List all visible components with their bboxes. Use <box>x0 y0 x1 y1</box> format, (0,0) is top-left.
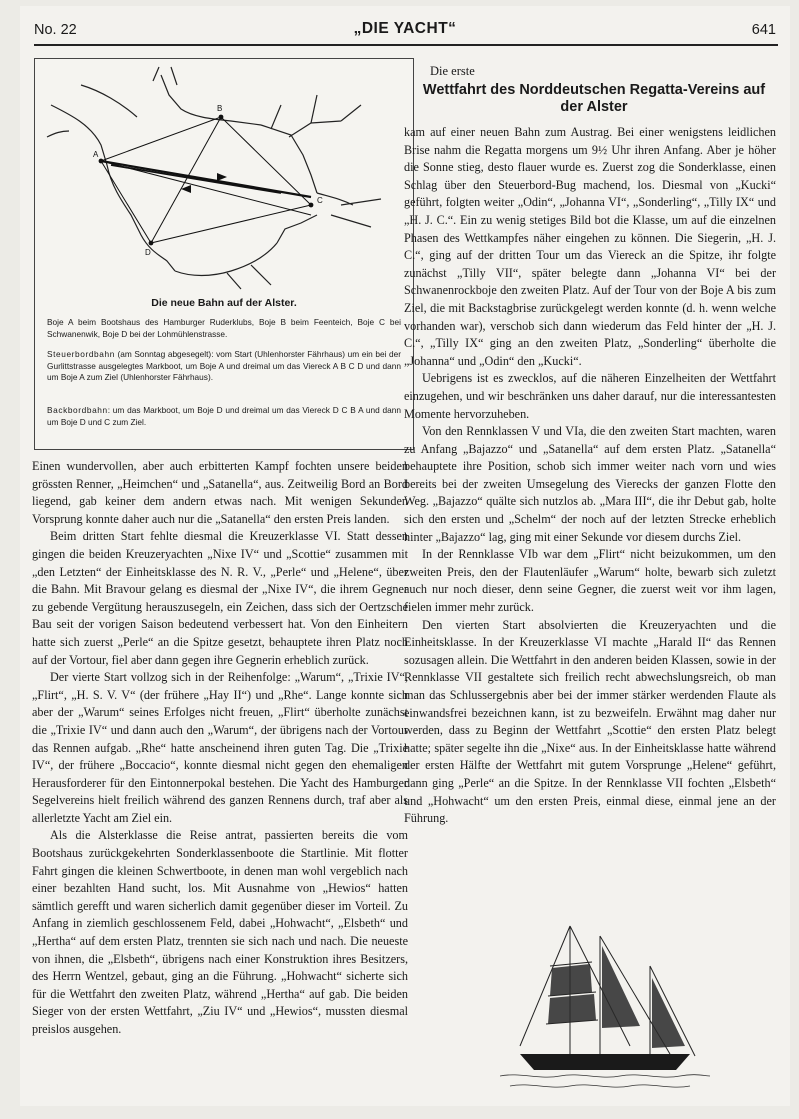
header-rule <box>34 44 778 46</box>
map-figure <box>34 58 414 450</box>
paragraph: Einen wundervollen, aber auch erbitterten Kampf fochten unsere beiden grössten Renner, „Heimchen“ und „Satanella“, aus. Zeitweilig Bord an Bord liegend, gab keiner dem andern etwas nach. Mit wenigen Sekunden Vorsprung konnte daher auch nur die „Satanella“ den ersten Preis landen. <box>32 459 408 526</box>
ship-illustration <box>500 906 710 1096</box>
paragraph: kam auf einer neuen Bahn zum Austrag. Bei einer wenigstens leidlichen Brise nahm die Regatta morgens um 9½ Uhr ihren Anfang. Aber je höher die Sonne stieg, desto flauer wurde es. Zuerst zog die Sonderklasse, einen Schlag über den Steuerbord-Bug machend, los. Diesmal von „Kucki“ geführt, folgten weiter „Odin“, „Johanna VI“, „Sonderling“, „Tilly IX“ und „H. J. C.“. Ein zu wenig stetiges Bild bot die Klasse, um auf die einzelnen Phasen des Wettkampfes näher eingehen zu können. Die Siegerin, „H. J. C.“, ging auf der dritten Tour um das Viereck an die Spitze, ihr folgte zunächst „Tilly VII“, später belegte dann „Johanna VI“ bei der Schwanenrockboje den zweiten Platz. Auf der Tour von der Boje A bis zum Ziel, die mit Backstagbrise zurückgelegt werden konnte (d. h. wenn welche vorhanden war), verschob sich dann wiederum das Feld hinter der „H. J. C.“, „Tilly IX“ ging an den zweiten Platz, „Sonderling“ überholte die „Johanna“ und „Odin“ den „Kucki“. <box>404 125 776 368</box>
magazine-page <box>20 6 790 1106</box>
article-kicker: Die erste <box>430 64 475 78</box>
buoy-label-b: B <box>217 104 223 113</box>
paragraph: Von den Rennklassen V und VIa, die den zweiten Start machten, waren zu Anfang „Bajazzo“ und „Satanella“ auf dem ersten Platz. „Satanella“ behauptete ihre Position, schob sich immer weiter nach vorn und wies bereits bei der zweiten Umsegelung des Vierecks der ganzen Flotte den Weg. „Bajazzo“ quälte sich nutzlos ab. „Mara III“, die ihr Debut gab, holte sich den ersten und „Schelm“ der noch auf der letzten Strecke erheblich hinter „Bajazzo“ lag, ging mit einer Sekunde vor diesem durchs Ziel. <box>404 424 776 544</box>
legend-text-port: : um das Markboot, um Boje D und dreimal um das Viereck D C B A und dann um Boje D und C zum Ziel. <box>47 405 401 427</box>
left-column <box>32 458 408 1039</box>
paragraph: Den vierten Start absolvierten die Kreuzeryachten und die Einheitsklasse. In der Kreuzerklasse VI machte „Harald II“ das Rennen sozusagen allein. Die Wettfahrt in den anderen beiden Klassen, sowie in der Rennklasse VII gestaltete sich freilich recht abwechslungsreich, ob man man das Schlussergebnis aber bei der immer stärker werdenden Flaute als einwandsfrei bezeichnen kann, ist zu bezweifeln. Erwähnt mag daher nur werden, dass zu Beginn der Wettfahrt „Scottie“ den ersten Platz belegt hatte; später segelte ihn die „Nixe“ aus. In der Einheitsklasse hatte während der ersten Hälfte der Wettfahrt mit gutem Vorsprunge „Helene“ geführt, dann ging „Perle“ an die Spitze. In der Rennklasse VII fochten „Elsbeth“ und „Hohwacht“ um den ersten Preis, einmal diese, einmal jene an der Führung. <box>404 617 776 826</box>
map-caption: Die neue Bahn auf der Alster. <box>151 297 297 309</box>
issue-number: No. 22 <box>34 22 77 38</box>
buoy-label-d: D <box>145 248 151 257</box>
legend-text-starboard: (am Sonntag abgesegelt): vom Start (Uhlenhorster Fährhaus) um ein bei der Gurlittstrasse ausgelegtes Markboot, um Boje A und dreimal um das Viereck A B C D und dann um Boje A zum Ziel (Uhlenhorster Fährhaus). <box>47 349 401 383</box>
paragraph: Uebrigens ist es zwecklos, auf die näheren Einzelheiten der Wettfahrt einzugehen, und wir beschränken uns daher darauf, nur die interessantesten Momente hervorzuheben. <box>404 371 776 421</box>
map-legend-starboard <box>47 349 401 384</box>
paragraph: In der Rennklasse VIb war dem „Flirt“ nicht beizukommen, um den zweiten Preis, den der Flautenläufer „Warum“ holte, bewarb sich zuletzt auch nur noch dieser, denn seine Gegner, die zuerst weit vor ihm lagen, fielen immer mehr zurück. <box>404 547 776 615</box>
article-title: Wettfahrt des Norddeutschen Regatta-Vereins auf der Alster <box>422 82 766 115</box>
map-legend-port <box>47 405 401 428</box>
buoy-label-c: C <box>317 196 323 205</box>
magazine-title: „DIE YACHT“ <box>353 20 457 37</box>
legend-term-starboard: Steuerbordbahn <box>47 349 115 359</box>
sailing-ship-icon <box>500 906 710 1096</box>
paragraph: Beim dritten Start fehlte diesmal die Kreuzerklasse VI. Statt dessen gingen die beiden Kreuzeryachten „Nixe IV“ und „Scottie“ zusammen mit „den Letzten“ der Einheitsklasse des N. R. V., „Perle“ und „Helene“, über die Bahn. Mit Bravour gelang es diesmal der „Nixe IV“, die ihrem Gegner zu gebende Vergütung herauszusegeln, ein Zeichen, dass sich der Oertzsche Bau seit der vorigen Saison bedeutend verbessert hat. Von den Einheitern hatte sich zuerst „Perle“ an die Spitze gesetzt, behauptete ihren Platz noch auf der Vortour, fiel aber dann gegen ihre Gegnerin erheblich zurück. <box>32 529 408 667</box>
paragraph: Der vierte Start vollzog sich in der Reihenfolge: „Warum“, „Trixie IV“, „Flirt“, „H. S. V. V“ (der frühere „Hay II“) und „Rhe“. Lange konnte sich aber der „Warum“ seines Erfolges nicht freuen, „Flirt“ überholte zunächst die „Trixie IV“ und dann auch den „Warum“, der übrigens nach der Vortour das Rennen aufgab. „Rhe“ hatte anscheinend ihren guten Tag. Die „Trixie IV“, der frühere „Boccacio“, konnte diesmal nicht gegen den ehemaligen Herausforderer für den Eintonnerpokal bestehen. Die Yacht des Hamburger Segelvereins hielt freilich während des ganzen Rennens durch, traf aber als allerletzte Yacht am Ziel ein. <box>32 670 408 825</box>
page-header <box>34 18 776 40</box>
buoy-label-a: A <box>93 150 99 159</box>
right-column <box>404 124 776 828</box>
alster-course-map-icon <box>41 65 407 293</box>
legend-term-port: Backbordbahn <box>47 405 108 415</box>
page-number: 641 <box>751 22 776 38</box>
paragraph: Als die Alsterklasse die Reise antrat, passierten bereits die vom Bootshaus zurückgekehrten Sonderklassenboote die Startlinie. Mit flotter Fahrt gingen die kleinen Schwertboote, in denen man wohl vergeblich nach einer bezahlten Hand sucht, los. Mit Ausnahme von „Hewios“ hatten sämtlich gerefft und waren sicherlich damit gegenüber dieser im Vorteil. Zu Anfang in ziemlich geschlossenem Feld, dabei „Hohwacht“, „Elsbeth“ und „Hertha“ auf dem ersten Platz, trennten sie sich nach und nach. Die neueste von ihnen, die „Elsbeth“, übrigens nach einer Konstruktion ihres Besitzers, des Herrn Wentzel, gebaut, ging an die Führung. „Hohwacht“ sicherte sich für die Wettfahrt den zweiten Platz, während „Hertha“ auf gab. Die beiden Sieger von der ersten Wettfahrt, „Ziu IV“ und „Hewios“, mussten diesmal preislos ausgehen. <box>32 828 408 1036</box>
map-legend-buoys: Boje A beim Bootshaus des Hamburger Ruderklubs, Boje B beim Feenteich, Boje C bei Schwanenwik, Boje D bei der Lohmühlenstrasse. <box>47 317 401 339</box>
